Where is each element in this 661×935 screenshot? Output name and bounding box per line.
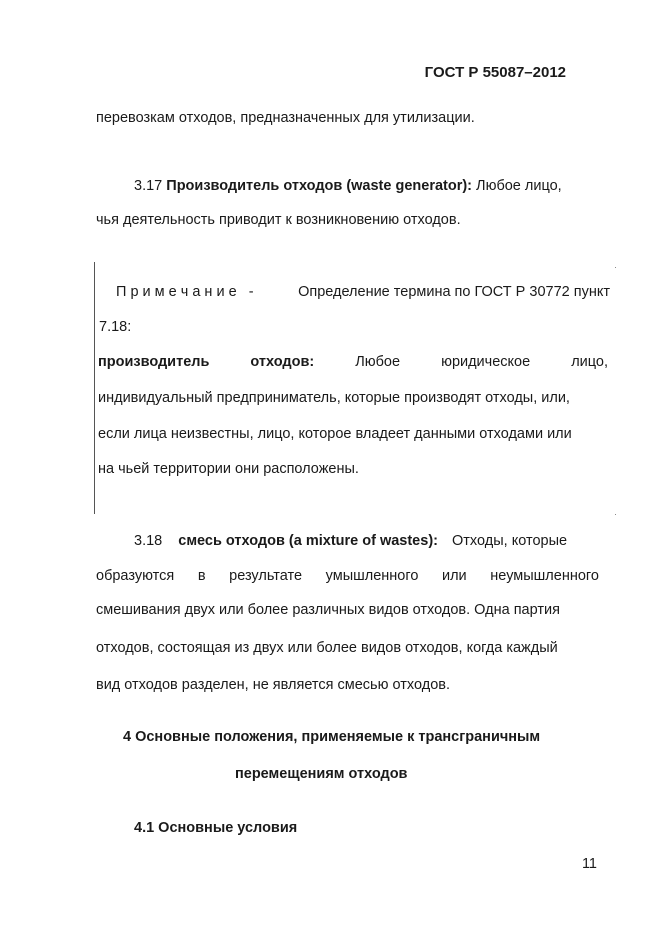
note-corner-mark: · [614, 262, 617, 272]
clause-number: 3.18 [134, 533, 163, 549]
note-def-word1: Любое [355, 354, 401, 370]
note-term-word2: отходов: [250, 354, 315, 370]
note-line6: на чьей территории они расположены. [98, 461, 359, 477]
definition-start: Отходы, которые [452, 533, 568, 549]
word: образуются [96, 568, 175, 584]
note-def-word2: юридическое [441, 354, 531, 370]
note-label-text: П р и м е ч а н и е [116, 284, 237, 300]
intro-line: перевозкам отходов, предназначенных для утилизации. [96, 110, 475, 126]
paragraph-3-18-line3: смешивания двух или более различных видов отходов. Одна партия [96, 602, 560, 618]
note-corner-mark: · [614, 509, 617, 519]
word: результате [229, 568, 303, 584]
paragraph-3-18-line4: отходов, состоящая из двух или более видов отходов, когда каждый [96, 640, 558, 656]
subsection-4-1-title: 4.1 Основные условия [134, 820, 298, 836]
clause-number: 3.17 [134, 178, 163, 194]
word: или [442, 568, 467, 584]
note-line3 [98, 353, 608, 371]
paragraph-3-17-line1 [134, 177, 562, 195]
note-line5: если лица неизвестны, лицо, которое владеет данными отходами или [98, 426, 572, 442]
word: неумышленного [490, 568, 599, 584]
doc-header-code: ГОСТ Р 55087–2012 [424, 64, 566, 81]
note-term-word1: производитель [98, 354, 210, 370]
paragraph-3-17-line2: чья деятельность приводит к возникновению отходов. [96, 212, 461, 228]
term-mixture-of-wastes: смесь отходов (a mixture of wastes): [178, 533, 438, 549]
section-4-title-line1: 4 Основные положения, применяемые к трансграничным [123, 729, 541, 745]
definition-start: Любое лицо, [476, 178, 562, 194]
note-label [116, 283, 254, 301]
note-ref: 7.18: [99, 319, 132, 335]
paragraph-3-18-line1 [134, 532, 567, 550]
note-border [94, 262, 95, 514]
page-number: 11 [581, 856, 597, 872]
paragraph-3-18-line2 [96, 567, 599, 585]
paragraph-3-18-line5: вид отходов разделен, не является смесью отходов. [96, 677, 450, 693]
note-def-word3: лицо, [571, 354, 608, 370]
note-dash: - [248, 284, 254, 300]
note-text1: Определение термина по ГОСТ Р 30772 пункт [298, 284, 610, 300]
section-4-title-line2: перемещениям отходов [235, 766, 408, 782]
word: умышленного [325, 568, 419, 584]
note-line4: индивидуальный предприниматель, которые производят отходы, или, [98, 390, 570, 406]
word: в [197, 568, 206, 584]
term-waste-generator: Производитель отходов (waste generator): [166, 178, 473, 194]
note-line1 [116, 283, 610, 301]
